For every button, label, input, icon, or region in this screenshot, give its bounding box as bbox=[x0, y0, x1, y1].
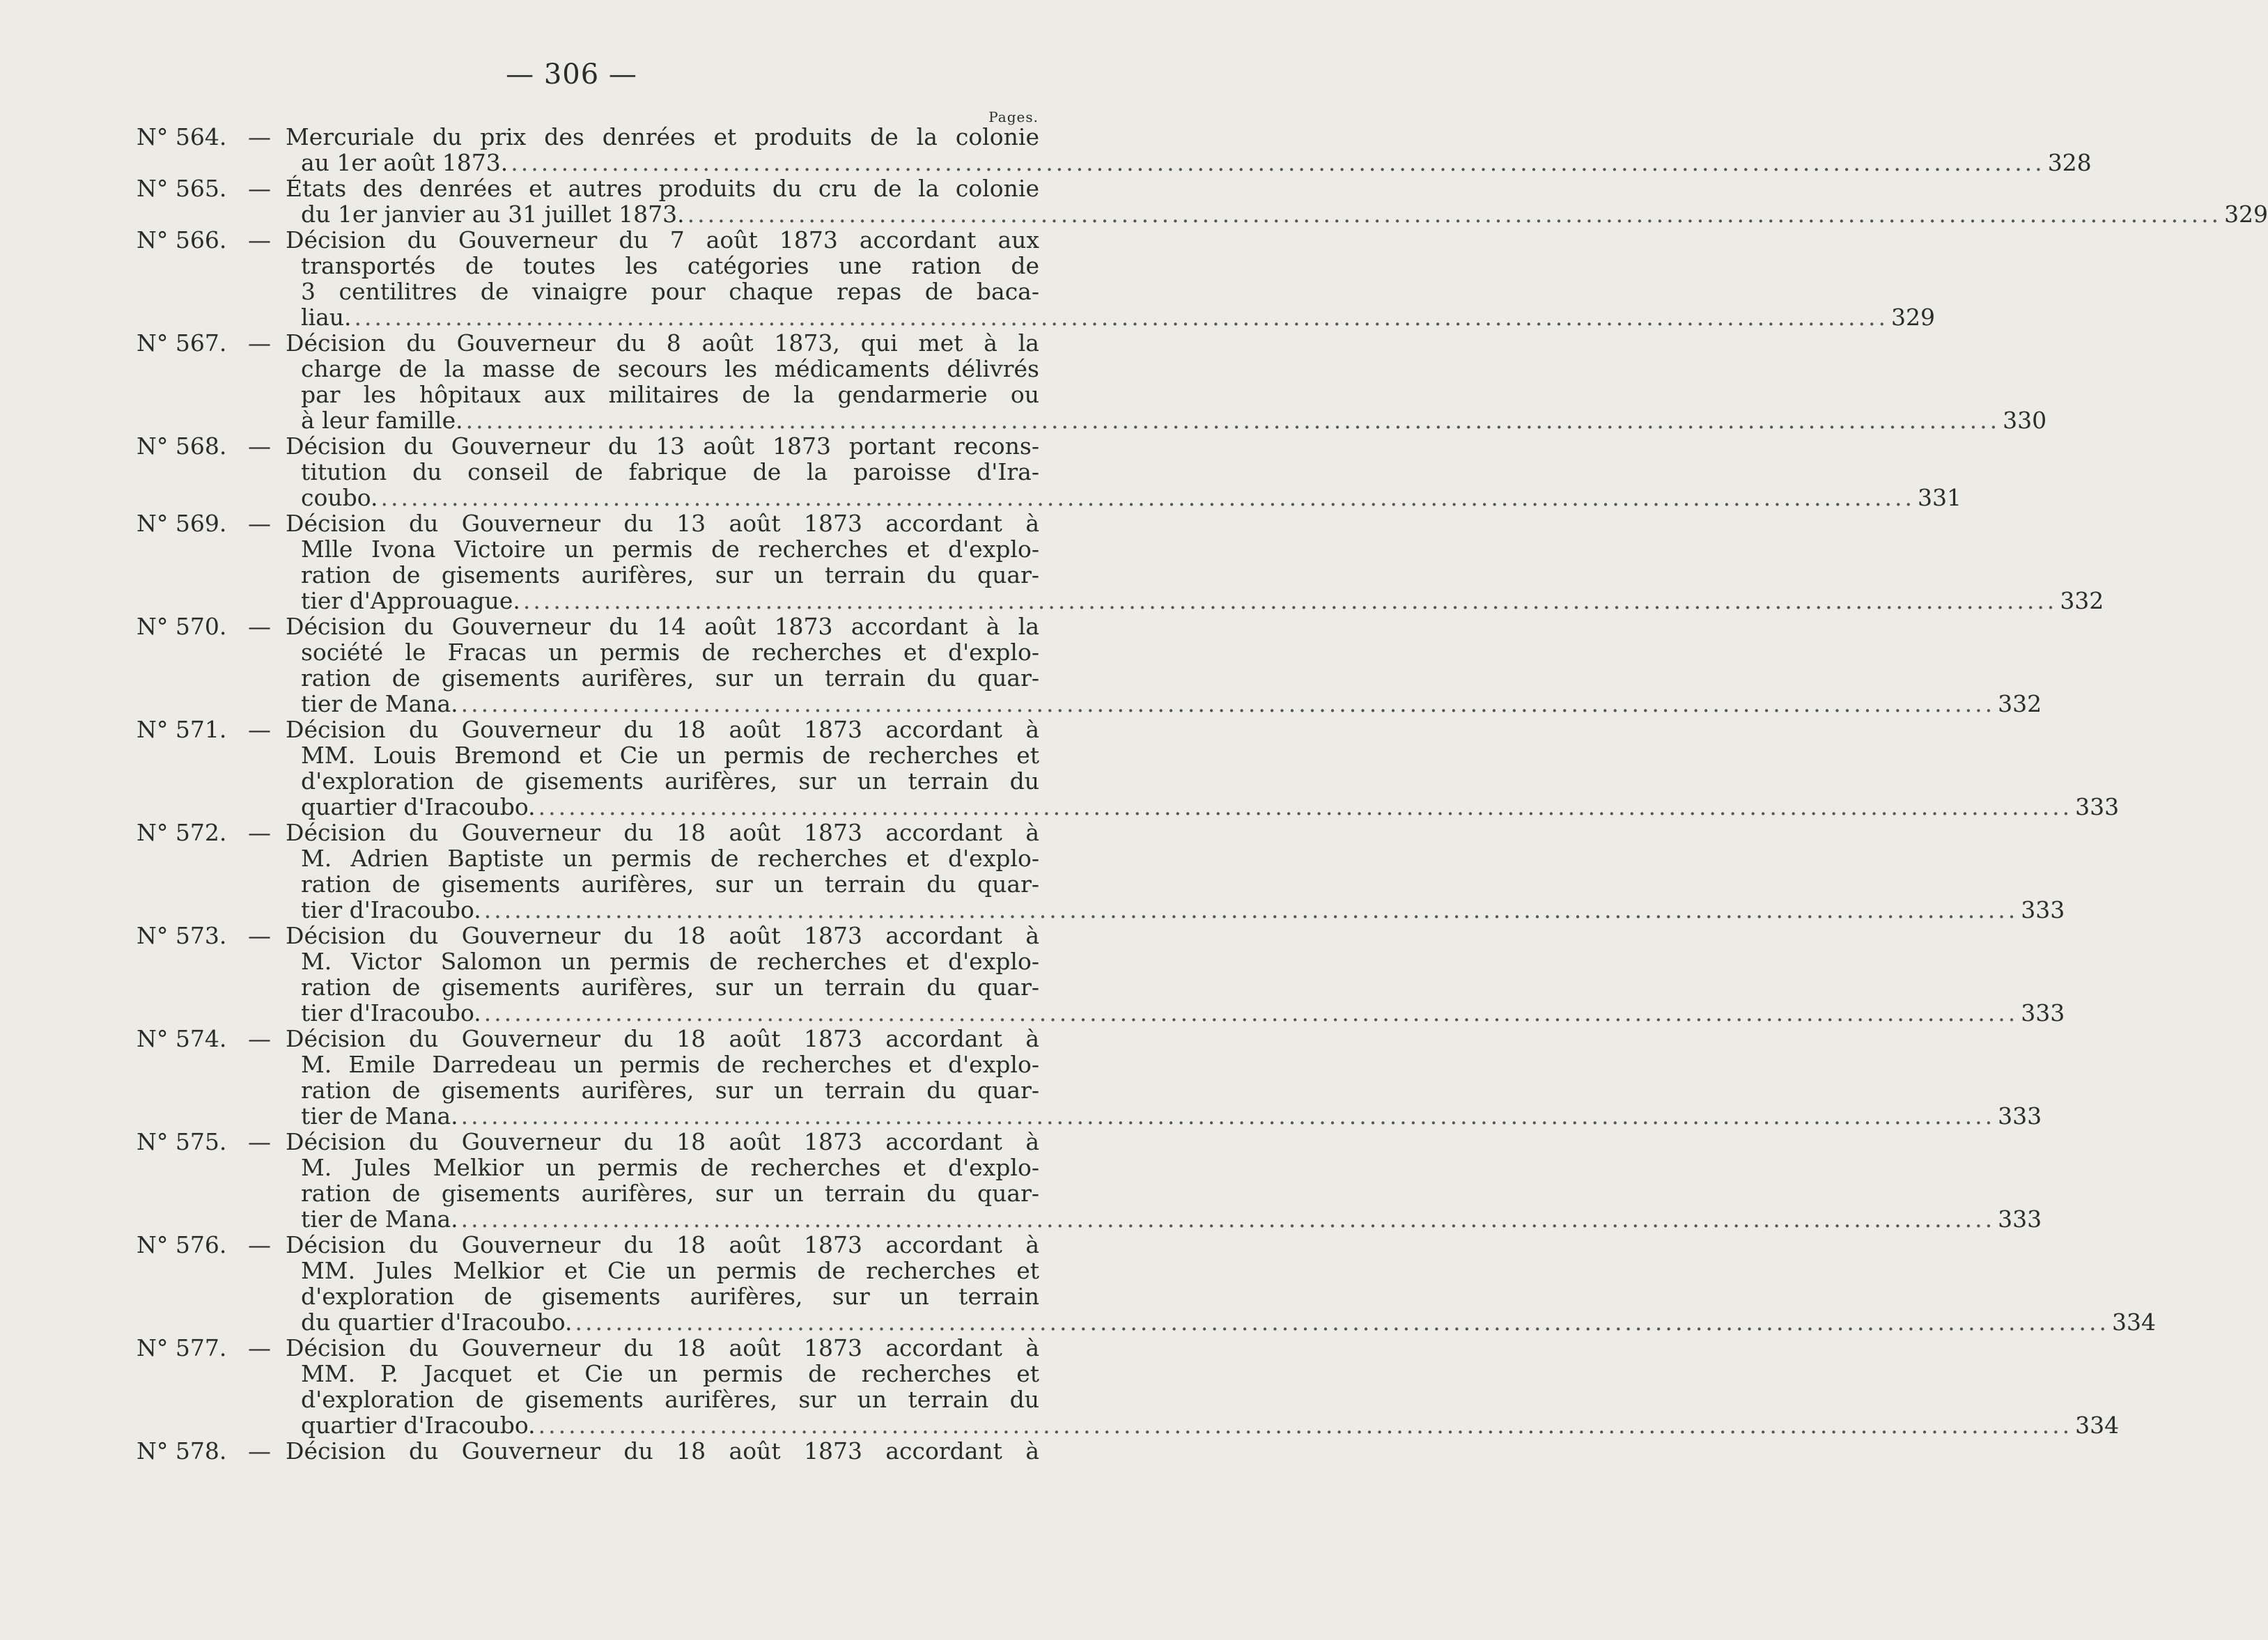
dot-leader: ........................................................................................................................................................ bbox=[522, 587, 2058, 614]
entry-number: N° 567. bbox=[137, 329, 227, 357]
toc-entry bbox=[137, 175, 2268, 228]
entry-number: N° 564. bbox=[137, 123, 227, 150]
entry-last-line bbox=[286, 1102, 2042, 1130]
page-number: — 306 — bbox=[506, 58, 637, 91]
entry-line: Décision du Gouverneur du 14 août 1873 accordant à la bbox=[286, 613, 1039, 640]
toc-entry bbox=[137, 226, 1935, 331]
entry-page-number: 333 bbox=[2021, 896, 2065, 923]
dot-leader: ........................................................................................................................................................ bbox=[354, 304, 1888, 331]
entry-description bbox=[286, 922, 2065, 1026]
entry-dash: — bbox=[248, 613, 271, 640]
entry-line: d'exploration de gisements aurifères, sur un terrain bbox=[301, 1283, 1039, 1310]
entry-line: Décision du Gouverneur du 7 août 1873 accordant aux bbox=[286, 226, 1039, 253]
entry-page-number: 333 bbox=[2075, 793, 2120, 820]
toc-entry bbox=[137, 123, 2092, 176]
entry-last-line bbox=[286, 407, 2047, 434]
entry-number: N° 569. bbox=[137, 510, 227, 537]
entry-line: ration de gisements aurifères, sur un terrain du quar- bbox=[301, 870, 1039, 898]
entry-description bbox=[286, 510, 2104, 614]
entry-line: d'exploration de gisements aurifères, sur un terrain du bbox=[301, 767, 1039, 795]
entry-line: États des denrées et autres produits du cru de la colonie bbox=[286, 175, 1039, 202]
entry-number: N° 565. bbox=[137, 175, 227, 202]
entry-page-number: 332 bbox=[1998, 690, 2042, 717]
entry-line: tier de Mana. bbox=[301, 1205, 458, 1233]
entry-line: du quartier d'Iracoubo. bbox=[301, 1309, 573, 1336]
toc-entry bbox=[137, 613, 2042, 717]
entry-number: N° 573. bbox=[137, 922, 227, 949]
entry-line: par les hôpitaux aux militaires de la gendarmerie ou bbox=[301, 381, 1039, 408]
entry-page-number: 328 bbox=[2047, 149, 2092, 176]
entry-page-number: 334 bbox=[2111, 1309, 2156, 1336]
entry-dash: — bbox=[248, 1128, 271, 1155]
entry-number: N° 575. bbox=[137, 1128, 227, 1155]
entry-dash: — bbox=[248, 432, 271, 460]
entry-line: Décision du Gouverneur du 18 août 1873 accordant à bbox=[286, 819, 1039, 846]
entry-line: Décision du Gouverneur du 18 août 1873 accordant à bbox=[286, 1334, 1039, 1361]
entry-dash: — bbox=[248, 175, 271, 202]
entry-line: M. Victor Salomon un permis de recherches et d'explo- bbox=[301, 948, 1039, 975]
entry-line: ration de gisements aurifères, sur un terrain du quar- bbox=[301, 664, 1039, 692]
entry-last-line bbox=[286, 1205, 2042, 1233]
entry-last-line bbox=[286, 1309, 2156, 1336]
dot-leader: ........................................................................................................................................................ bbox=[511, 149, 2045, 176]
dot-leader: ........................................................................................................................................................ bbox=[460, 1102, 1996, 1130]
entry-number: N° 578. bbox=[137, 1437, 227, 1465]
entry-line: d'exploration de gisements aurifères, sur un terrain du bbox=[301, 1386, 1039, 1413]
toc-entry bbox=[137, 1334, 2120, 1439]
entry-dash: — bbox=[248, 329, 271, 357]
entry-dash: — bbox=[248, 1334, 271, 1361]
entry-last-line bbox=[286, 587, 2104, 614]
entry-dash: — bbox=[248, 1025, 271, 1052]
entry-number: N° 576. bbox=[137, 1231, 227, 1258]
entry-line: Décision du Gouverneur du 18 août 1873 accordant à bbox=[286, 1231, 1039, 1258]
toc-entry bbox=[137, 510, 2104, 614]
entry-line: ration de gisements aurifères, sur un terrain du quar- bbox=[301, 561, 1039, 588]
entry-description bbox=[286, 226, 1935, 331]
entry-line: MM. P. Jacquet et Cie un permis de recherches et bbox=[301, 1360, 1039, 1387]
dot-leader: ........................................................................................................................................................ bbox=[538, 793, 2073, 820]
toc-entry bbox=[137, 922, 2065, 1026]
entry-description bbox=[286, 819, 2065, 923]
toc-entry bbox=[137, 716, 2120, 820]
entry-dash: — bbox=[248, 716, 271, 743]
entry-description bbox=[286, 329, 2047, 434]
entry-dash: — bbox=[248, 1437, 271, 1465]
entry-line: Décision du Gouverneur du 18 août 1873 accordant à bbox=[286, 922, 1039, 949]
entry-description bbox=[286, 1438, 1039, 1464]
entry-page-number: 331 bbox=[1917, 484, 1962, 511]
entry-last-line bbox=[286, 304, 1935, 331]
entry-line: liau. bbox=[301, 304, 352, 331]
entry-description bbox=[286, 613, 2042, 717]
entry-page-number: 334 bbox=[2075, 1412, 2120, 1439]
entry-number: N° 572. bbox=[137, 819, 227, 846]
toc-entry bbox=[137, 1025, 2042, 1130]
entry-line: à leur famille. bbox=[301, 407, 463, 434]
entry-line: Décision du Gouverneur du 18 août 1873 accordant à bbox=[286, 1437, 1039, 1465]
toc-entry bbox=[137, 819, 2065, 923]
entry-number: N° 571. bbox=[137, 716, 227, 743]
entry-line: ration de gisements aurifères, sur un terrain du quar- bbox=[301, 1077, 1039, 1104]
entry-dash: — bbox=[248, 226, 271, 253]
entry-line: MM. Jules Melkior et Cie un permis de recherches et bbox=[301, 1257, 1039, 1284]
entry-line: Mlle Ivona Victoire un permis de recherches et d'explo- bbox=[301, 536, 1039, 563]
entry-dash: — bbox=[248, 510, 271, 537]
entry-line: tier d'Iracoubo. bbox=[301, 999, 481, 1026]
entry-line: 3 centilitres de vinaigre pour chaque repas de baca- bbox=[301, 278, 1039, 305]
entry-line: Décision du Gouverneur du 13 août 1873 portant recons- bbox=[286, 432, 1039, 460]
entry-line: Décision du Gouverneur du 8 août 1873, qui met à la bbox=[286, 329, 1039, 357]
dot-leader: ........................................................................................................................................................ bbox=[460, 1205, 1996, 1233]
entry-description bbox=[286, 175, 2268, 228]
entry-line: quartier d'Iracoubo. bbox=[301, 1412, 536, 1439]
dot-leader: ........................................................................................................................................................ bbox=[687, 201, 2222, 228]
entry-line: coubo. bbox=[301, 484, 378, 511]
toc-entry bbox=[137, 432, 1962, 511]
entry-line: M. Emile Darredeau un permis de recherches et d'explo- bbox=[301, 1051, 1039, 1078]
dot-leader: ........................................................................................................................................................ bbox=[575, 1309, 2109, 1336]
entry-page-number: 329 bbox=[1890, 304, 1935, 331]
entry-line: tier de Mana. bbox=[301, 1102, 458, 1130]
entry-description bbox=[286, 432, 1962, 511]
entry-description bbox=[286, 1025, 2042, 1130]
entry-description bbox=[286, 1334, 2120, 1439]
pages-column-label: Pages. bbox=[988, 109, 1039, 125]
entry-number: N° 574. bbox=[137, 1025, 227, 1052]
entry-line: quartier d'Iracoubo. bbox=[301, 793, 536, 820]
entry-description bbox=[286, 123, 2092, 176]
entry-line: M. Jules Melkior un permis de recherches et d'explo- bbox=[301, 1154, 1039, 1181]
entry-last-line bbox=[286, 1412, 2120, 1439]
entry-description bbox=[286, 716, 2120, 820]
entry-last-line bbox=[286, 484, 1962, 511]
entry-page-number: 333 bbox=[1998, 1205, 2042, 1233]
entry-dash: — bbox=[248, 819, 271, 846]
entry-line: Mercuriale du prix des denrées et produits de la colonie bbox=[286, 123, 1039, 150]
entry-page-number: 333 bbox=[2021, 999, 2065, 1026]
toc-entry bbox=[137, 329, 2047, 434]
entry-dash: — bbox=[248, 123, 271, 150]
entry-page-number: 333 bbox=[1998, 1102, 2042, 1130]
entry-line: M. Adrien Baptiste un permis de recherches et d'explo- bbox=[301, 845, 1039, 872]
entry-line: au 1er août 1873. bbox=[301, 149, 508, 176]
toc-entry bbox=[137, 1231, 2156, 1336]
entry-line: du 1er janvier au 31 juillet 1873. bbox=[301, 201, 685, 228]
entry-line: transportés de toutes les catégories une ration de bbox=[301, 252, 1039, 279]
entry-line: tier d'Iracoubo. bbox=[301, 896, 481, 923]
entry-line: Décision du Gouverneur du 13 août 1873 accordant à bbox=[286, 510, 1039, 537]
entry-line: ration de gisements aurifères, sur un terrain du quar- bbox=[301, 1180, 1039, 1207]
dot-leader: ........................................................................................................................................................ bbox=[483, 999, 2019, 1026]
entry-page-number: 332 bbox=[2060, 587, 2104, 614]
toc-entry bbox=[137, 1128, 2042, 1233]
entry-last-line bbox=[286, 793, 2120, 820]
entry-line: titution du conseil de fabrique de la paroisse d'Ira- bbox=[301, 458, 1039, 485]
entry-last-line bbox=[286, 999, 2065, 1026]
entry-description bbox=[286, 1128, 2042, 1233]
entry-dash: — bbox=[248, 1231, 271, 1258]
entry-number: N° 577. bbox=[137, 1334, 227, 1361]
entry-line: MM. Louis Bremond et Cie un permis de recherches et bbox=[301, 742, 1039, 769]
dot-leader: ........................................................................................................................................................ bbox=[483, 896, 2019, 923]
table-of-contents bbox=[137, 123, 2268, 1465]
dot-leader: ........................................................................................................................................................ bbox=[380, 484, 1915, 511]
entry-dash: — bbox=[248, 922, 271, 949]
entry-page-number: 330 bbox=[2003, 407, 2047, 434]
entry-number: N° 568. bbox=[137, 432, 227, 460]
dot-leader: ........................................................................................................................................................ bbox=[538, 1412, 2073, 1439]
entry-number: N° 570. bbox=[137, 613, 227, 640]
entry-line: Décision du Gouverneur du 18 août 1873 accordant à bbox=[286, 1128, 1039, 1155]
entry-line: charge de la masse de secours les médicaments délivrés bbox=[301, 355, 1039, 382]
dot-leader: ........................................................................................................................................................ bbox=[460, 690, 1996, 717]
entry-last-line bbox=[286, 896, 2065, 923]
entry-line: Décision du Gouverneur du 18 août 1873 accordant à bbox=[286, 1025, 1039, 1052]
entry-description bbox=[286, 1231, 2156, 1336]
entry-last-line bbox=[286, 690, 2042, 717]
entry-line: société le Fracas un permis de recherches et d'explo- bbox=[301, 639, 1039, 666]
entry-line: Décision du Gouverneur du 18 août 1873 accordant à bbox=[286, 716, 1039, 743]
entry-line: ration de gisements aurifères, sur un terrain du quar- bbox=[301, 974, 1039, 1001]
entry-last-line bbox=[286, 149, 2092, 176]
entry-number: N° 566. bbox=[137, 226, 227, 253]
toc-entry bbox=[137, 1438, 1039, 1464]
dot-leader: ........................................................................................................................................................ bbox=[465, 407, 2001, 434]
entry-last-line bbox=[286, 201, 2268, 228]
entry-page-number: 329 bbox=[2224, 201, 2268, 228]
entry-line: tier de Mana. bbox=[301, 690, 458, 717]
entry-line: tier d'Approuague. bbox=[301, 587, 520, 614]
